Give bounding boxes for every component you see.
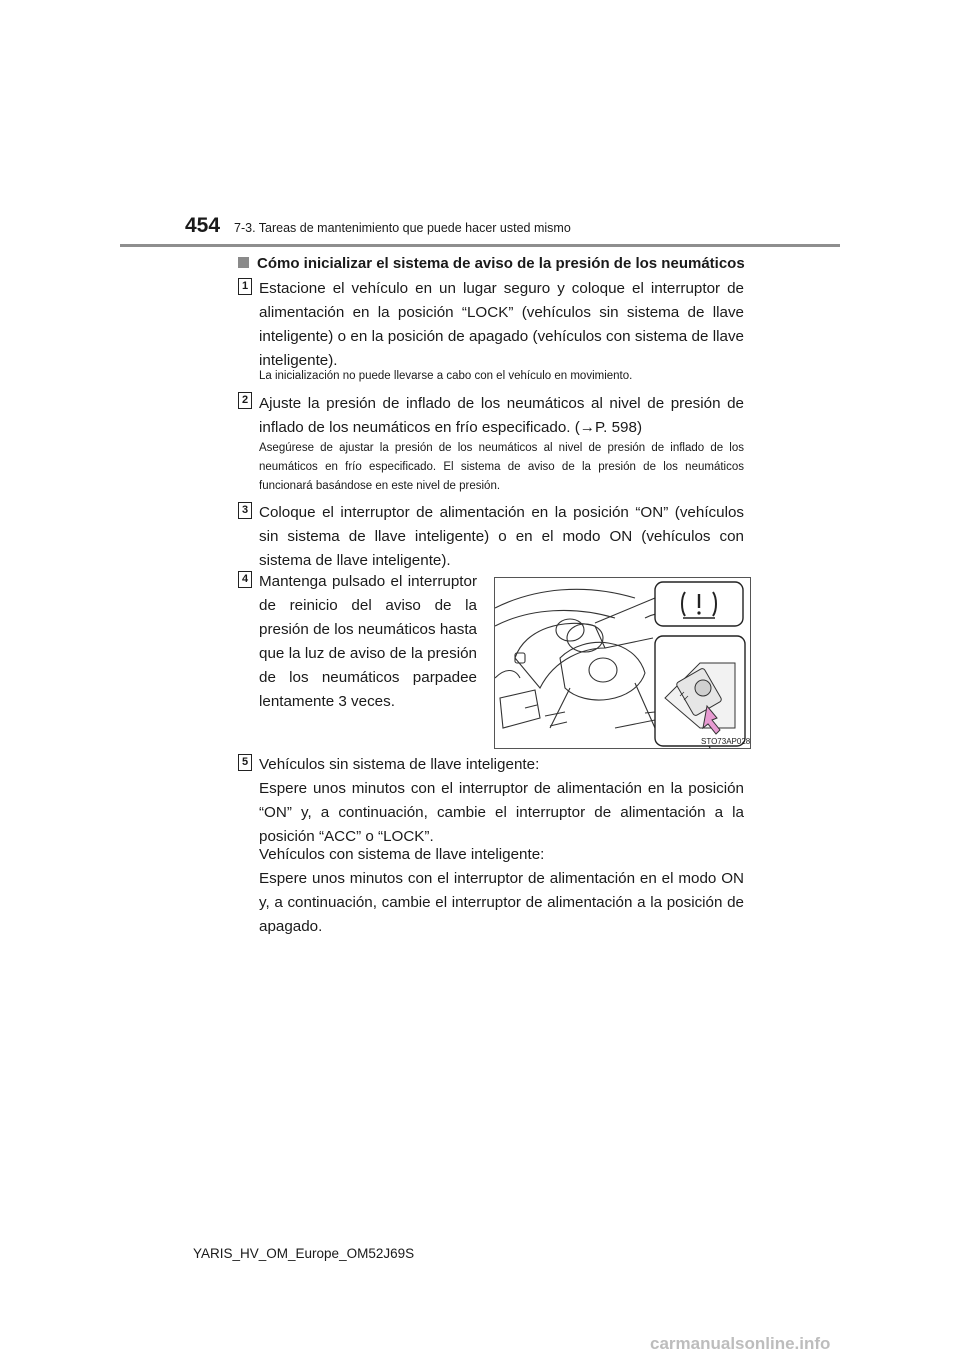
tire-pressure-warning-icon [655, 582, 743, 626]
step-1-text: Estacione el vehículo en un lugar seguro y coloque el interruptor de alimentación en la posición “LOCK” (vehículos sin sistema de llave inteligente) o en la posición de apagado (vehículos con sistema de llave inteligente). [259, 280, 744, 369]
step-number-2: 2 [238, 392, 252, 409]
header-rule [120, 244, 840, 247]
page-number: 454 [185, 214, 221, 237]
bullet-square-icon [238, 257, 249, 268]
figure-dashboard-reset-switch [494, 577, 751, 749]
section-heading [238, 255, 745, 272]
step-5-text-a: Vehículos sin sistema de llave inteligente: Espere unos minutos con el interruptor de alimentación en la posición “ON” y, a continuación, cambie el interruptor de alimentación a la posición “ACC” o “LOCK”. [259, 756, 744, 845]
step-number-3: 3 [238, 502, 252, 519]
step-1-note: La inicialización no puede llevarse a cabo con el vehículo en movimiento. [259, 370, 633, 382]
step-4-text: Mantenga pulsado el interruptor de reinicio del aviso de la presión de los neumáticos hasta que la luz de aviso de la presión de los neumáticos parpadee lentamente 3 veces. [259, 573, 477, 710]
step-5-text-b: Vehículos con sistema de llave inteligente: Espere unos minutos con el interruptor de alimentación en el modo ON y, a continuación, cambie el interruptor de alimentación a la posición de apagado. [259, 846, 744, 935]
footer-doc-id: YARIS_HV_OM_Europe_OM52J69S [193, 1246, 415, 1261]
step-number-1: 1 [238, 278, 252, 295]
step-number-4: 4 [238, 571, 252, 588]
section-title: Cómo inicializar el sistema de aviso de la presión de los neumáticos [257, 255, 745, 272]
reset-switch-callout [655, 636, 745, 746]
dashboard-illustration [495, 578, 750, 748]
step-3-text: Coloque el interruptor de alimentación en la posición “ON” (vehículos sin sistema de llave inteligente) o en el modo ON (vehículos con sistema de llave inteligente). [259, 504, 744, 569]
step-2-note: Asegúrese de ajustar la presión de los neumáticos al nivel de presión de inflado de los neumáticos en frío especificado. El sistema de aviso de la presión de los neumáticos funcionará basándose en este nivel de presión. [259, 442, 744, 492]
step-2-text: Ajuste la presión de inflado de los neumáticos al nivel de presión de inflado de los neumáticos en frío especificado. (→P. 598) [259, 395, 744, 436]
figure-code: STO73AP028 [701, 737, 750, 746]
step-number-5: 5 [238, 754, 252, 771]
chapter-title: 7-3. Tareas de mantenimiento que puede hacer usted mismo [234, 221, 571, 235]
watermark: carmanualsonline.info [650, 1334, 831, 1353]
